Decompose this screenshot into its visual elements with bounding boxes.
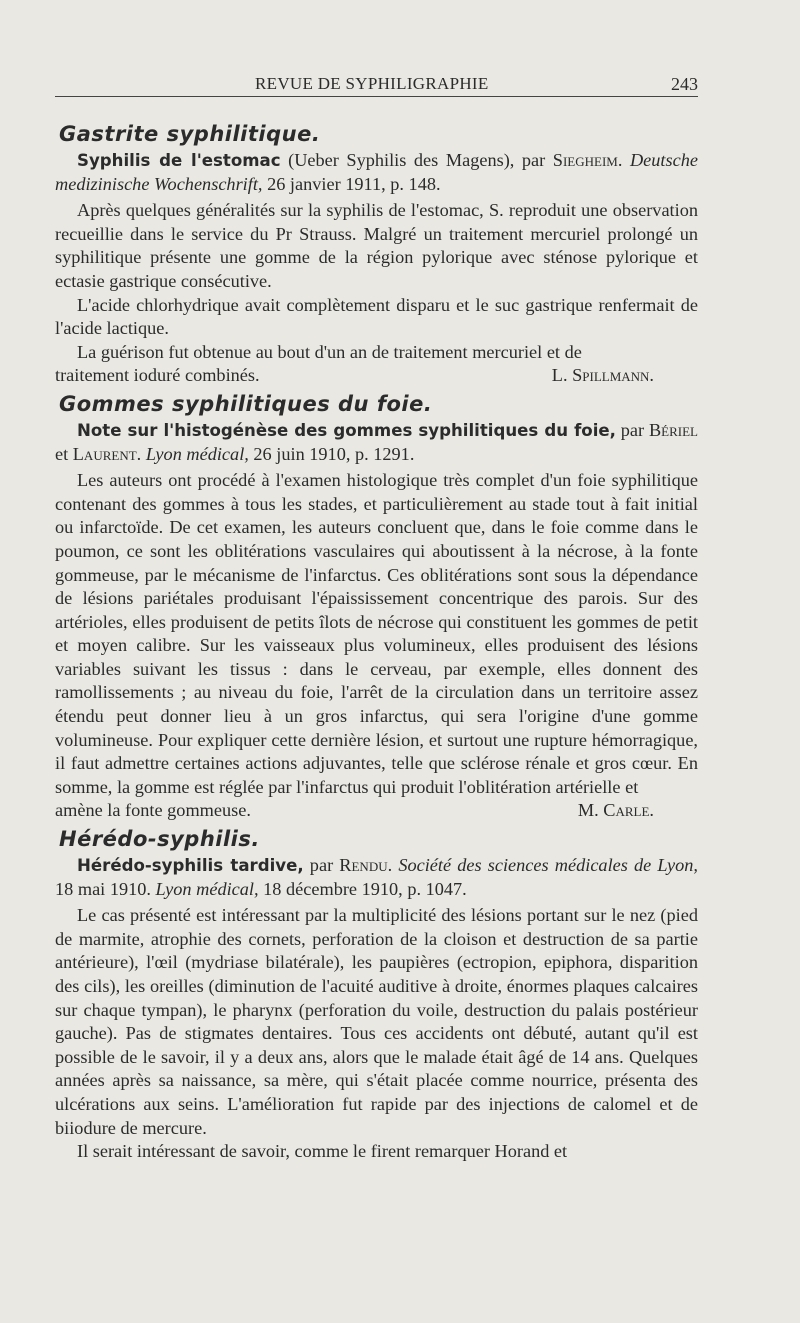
reference-date: 26 janvier 1911, p. 148. [262,173,441,194]
reference-date: 26 juin 1910, p. 1291. [248,443,415,464]
signature-line [55,799,698,823]
reference-title: Syphilis de l'estomac [77,151,281,170]
section-heading-gastrite: Gastrite syphilitique. [59,122,321,146]
paragraph-last-line: traitement ioduré combinés. [55,365,260,386]
reference-text: (Ueber Syphilis des Magens), par [280,150,553,170]
reference-text: par [303,855,340,876]
reference-beriel-laurent [55,419,698,466]
paragraph: L'acide chlorhydrique avait complètement disparu et le suc gastrique renfermait de l'acide lactique. [55,294,698,339]
paragraph-last-line: amène la fonte gommeuse. [55,800,251,821]
paragraph: Après quelques généralités sur la syphilis de l'estomac, S. reproduit une observation recueillie dans le service du Pr Strauss. Malgré un traitement mercuriel prolongé un syphilitique présente une gomme de la région pylorique avec sténose pylorique et ectasie gastrique consécutive. [55,200,698,291]
section-heading-heredo: Hérédo-syphilis. [59,827,260,852]
signature: L. Spillmann. [551,365,654,386]
paragraph: Le cas présenté est intéressant par la multiplicité des lésions portant sur le nez (pied de marmite, atrophie des cornets, perforation de la cloison et destruction de sa partie antérieure), l'œil (mydriase bilatérale), les paupières (ectropion, epiphora, disparition des cils), les oreilles (diminution de l'acuité auditive à droite, énormes plaques calcaires sur chaque tympan), le pharynx (perforation du voile, destruction du palais postérieur gauche). Pas de stigmates dentaires. Tous ces accidents ont débuté, autant qu'il est possible de le savoir, il y a deux ans, alors que le malade était âgé de 14 ans. Quelques années après sa naissance, sa mère, qui s'était placée comme nourrice, présenta des ulcérations aux seins. L'amélioration fut rapide par des injections de calomel et de biiodure de mercure. [55,905,698,1138]
article-body [55,118,698,1164]
reference-siegheim [55,149,698,196]
paragraph: Les auteurs ont procédé à l'examen histologique très complet d'un foie syphilitique contenant des gommes à tous les stades, et particulièrement au stade tout à fait initial ou infarctoïde. De cet examen, les auteurs concluent que, dans le foie comme dans le poumon, ce sont les oblitérations vasculaires qui aboutissent à la nécrose, à la fonte gommeuse, par le mécanisme de l'infarctus. Ces oblitérations sont sous la dépendance de lésions pariétales produisant l'épaississement concentrique des parois. Sur des artérioles, elles produisent de petits îlots de nécrose qui constituent les gommes de petit et moyen calibre. Sur les vaisseaux plus volumineux, elles produisent des lésions variables suivant les tissus : dans le cerveau, par exemple, elles donnent des ramollissements ; au niveau du foie, l'arrêt de la circulation dans un territoire assez étendu peut donner lieu à un gros infarctus, qui sera l'origine d'une gomme volumineuse. Pour expliquer cette dernière lésion, et surtout une rupture hémorragique, il faut admettre certaines actions adjuvantes, telle que sclérose rénale et gros cœur. En somme, la gomme est réglée par l'infarctus qui produit l'oblitération artérielle et [55,470,698,797]
reference-author: Laurent. [72,443,142,464]
reference-journal: Lyon médical, [145,443,249,464]
reference-journal: Société des sciences médicales de Lyon, [398,855,698,876]
reference-date: 18 mai 1910. [55,878,151,899]
reference-date: 18 décembre 1910, p. 1047. [258,878,467,899]
reference-rendu [55,854,698,901]
reference-author: Siegheim. [552,150,623,170]
journal-title: REVUE DE SYPHILIGRAPHIE [255,74,489,93]
page-number: 243 [671,74,698,94]
reference-journal: Lyon médical, [155,878,259,899]
running-header [55,74,698,97]
signature: M. Carle. [577,800,654,821]
signature-line [55,364,698,388]
section-heading-gommes: Gommes syphilitiques du foie. [59,391,433,416]
reference-journal: Deutsche medizinische Wochenschrift, [55,150,698,194]
reference-author: Bériel [648,419,699,440]
reference-text: par [615,419,649,440]
reference-title: Hérédo-syphilis tardive, [77,856,304,876]
paragraph: Il serait intéressant de savoir, comme le firent remarquer Horand et [77,1141,568,1162]
reference-text: et [55,443,73,464]
reference-title: Note sur l'histogénèse des gommes syphilitiques du foie, [77,420,616,440]
paragraph: La guérison fut obtenue au bout d'un an de traitement mercuriel et de [77,341,582,362]
reference-author: Rendu. [339,855,393,876]
